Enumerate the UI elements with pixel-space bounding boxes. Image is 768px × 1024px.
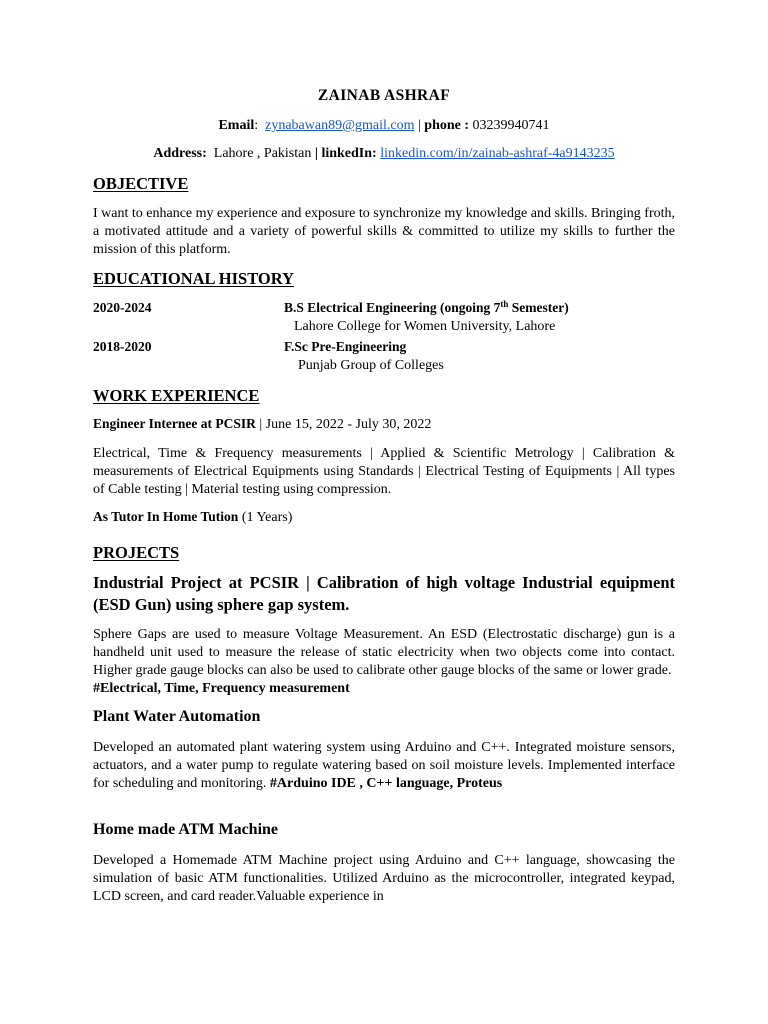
address-label: Address: — [153, 146, 207, 161]
project-1-tags: #Electrical, Time, Frequency measurement — [93, 681, 350, 696]
phone-label: phone : — [424, 118, 470, 133]
job-1-dates: | June 15, 2022 - July 30, 2022 — [255, 417, 432, 432]
project-3-title: Home made ATM Machine — [93, 821, 279, 838]
project-1-description: Sphere Gaps are used to measure Voltage Measurement. An ESD (Electrostatic discharge) gun is a handheld unit used to measure the release of static electricity when two objects come into contact. Higher grade gauge blocks can also be used to calibrate other gauge blocks of the same or lower grade. #Electrical, Time, Frequency measurement — [93, 627, 675, 696]
project-1-title: Industrial Project at PCSIR | Calibration of high voltage Industrial equipment (ESD Gun) using sphere gap system. — [93, 573, 675, 614]
edu-2-years: 2018-2020 — [93, 339, 152, 354]
edu-1-degree: B.S Electrical Engineering (ongoing 7th Semester) — [284, 299, 569, 315]
objective-heading: OBJECTIVE — [93, 174, 189, 193]
job-1-line — [93, 416, 431, 433]
job-1-title: Engineer Internee at PCSIR — [93, 416, 256, 431]
linkedin-label: linkedIn: — [321, 146, 377, 161]
job-2-duration: (1 Years) — [238, 510, 293, 525]
contact-line-1: Email: zynabawan89@gmail.com | phone : 03239940741 — [218, 118, 550, 133]
project-3-description: Developed a Homemade ATM Machine project using Arduino and C++ language, showcasing the simulation of basic ATM functionalities. Utilized Arduino as the microcontroller, integrated keypad, LCD screen, and card reader.Valuable experience in — [93, 853, 675, 904]
education-heading: EDUCATIONAL HISTORY — [93, 269, 294, 288]
edu-1-years: 2020-2024 — [93, 300, 152, 315]
project-2-title: Plant Water Automation — [93, 708, 261, 725]
project-2-tags: #Arduino IDE , C++ language, Proteus — [269, 776, 503, 791]
email-label: Email — [218, 118, 255, 133]
linkedin-link[interactable]: linkedin.com/in/zainab-ashraf-4a9143235 — [380, 146, 615, 161]
candidate-name: ZAINAB ASHRAF — [317, 87, 451, 104]
job-1-description: Electrical, Time & Frequency measurements | Applied & Scientific Metrology | Calibration & measurements of Electrical Equipments using Standards | Electrical Testing of Equipments | All types of Cable testing | Material testing using compression. — [93, 446, 675, 497]
project-2-description: Developed an automated plant watering system using Arduino and C++. Integrated moisture sensors, actuators, and a water pump to regulate watering based on soil moisture levels. Implemented interface for scheduling and monitoring. #Arduino IDE , C++ language, Proteus — [93, 740, 675, 791]
projects-heading: PROJECTS — [93, 543, 180, 562]
work-heading: WORK EXPERIENCE — [93, 386, 260, 405]
address-value: Lahore , Pakistan — [213, 146, 312, 161]
edu-2-degree: F.Sc Pre-Engineering — [284, 339, 407, 354]
email-link[interactable]: zynabawan89@gmail.com — [265, 118, 415, 133]
phone-value: 03239940741 — [472, 118, 550, 133]
edu-1-institution: Lahore College for Women University, Lahore — [294, 319, 556, 334]
edu-2-institution: Punjab Group of Colleges — [298, 358, 444, 373]
job-2-line — [93, 509, 292, 526]
job-2-title: As Tutor In Home Tution — [93, 509, 239, 524]
objective-text: I want to enhance my experience and exposure to synchronize my knowledge and skills. Bringing froth, a motivated attitude and a variety of powerful skills & committed to utilize my skills to further the mission of this platform. — [93, 206, 676, 257]
contact-line-2: Address: Lahore , Pakistan | linkedIn: linkedin.com/in/zainab-ashraf-4a9143235 — [153, 146, 615, 161]
